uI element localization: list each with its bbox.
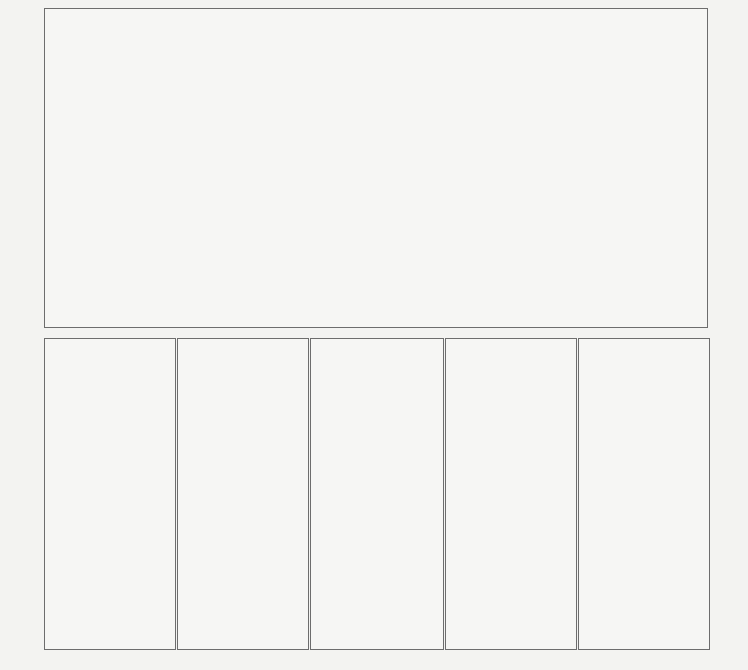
top-trace-grid: [45, 9, 709, 329]
bottom-trace-panel-3: [310, 338, 444, 650]
bottom-trace-grid-1: [45, 339, 177, 651]
bottom-trace-panel-2: [177, 338, 309, 650]
bottom-trace-grid-3: [311, 339, 445, 651]
bottom-trace-panel-5: [578, 338, 710, 650]
bottom-trace-panel-1: [44, 338, 176, 650]
bottom-trace-panel-4: [445, 338, 577, 650]
bottom-trace-grid-2: [178, 339, 310, 651]
bottom-trace-grid-4: [446, 339, 578, 651]
bottom-trace-grid-5: [579, 339, 711, 651]
top-trace-panel: [44, 8, 708, 328]
